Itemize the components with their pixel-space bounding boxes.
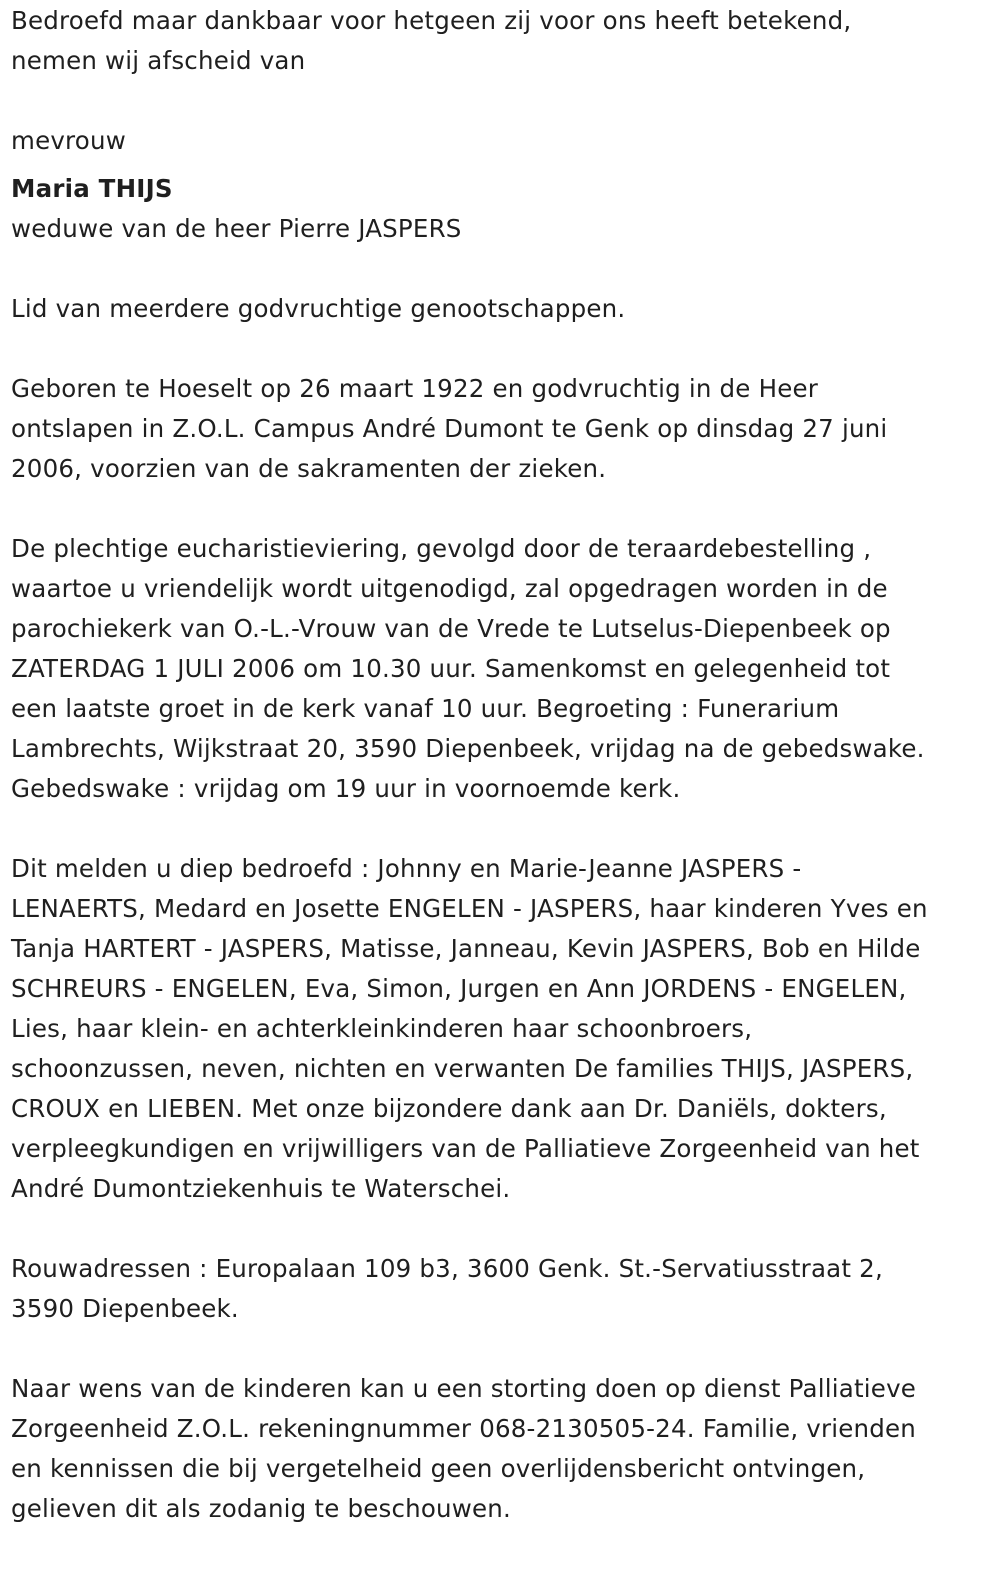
ceremony-line: waartoe u vriendelijk wordt uitgenodigd, zal opgedragen worden in de	[11, 574, 888, 603]
birth-death-line: Geboren te Hoeselt op 26 maart 1922 en godvruchtig in de Heer	[11, 374, 819, 403]
salutation: mevrouw	[11, 126, 126, 155]
addresses-line: 3590 Diepenbeek.	[11, 1294, 239, 1323]
ceremony-line: ZATERDAG 1 JULI 2006 om 10.30 uur. Samenkomst en gelegenheid tot	[11, 654, 891, 683]
family-line: Tanja HARTERT - JASPERS, Matisse, Janneau, Kevin JASPERS, Bob en Hilde	[11, 934, 921, 963]
family-line: schoonzussen, neven, nichten en verwanten De families THIJS, JASPERS,	[11, 1054, 914, 1083]
addresses-line: Rouwadressen : Europalaan 109 b3, 3600 Genk. St.-Servatiusstraat 2,	[11, 1254, 883, 1283]
family-line: Lies, haar klein- en achterkleinkinderen haar schoonbroers,	[11, 1014, 753, 1043]
ceremony-line: Gebedswake : vrijdag om 19 uur in voornoemde kerk.	[11, 774, 681, 803]
family-line: Dit melden u diep bedroefd : Johnny en Marie-Jeanne JASPERS -	[11, 854, 802, 883]
ceremony-line: De plechtige eucharistieviering, gevolgd door de teraardebestelling ,	[11, 534, 872, 563]
family-line: André Dumontziekenhuis te Waterschei.	[11, 1174, 511, 1203]
ceremony-paragraph	[11, 529, 989, 809]
obituary-notice	[11, 1, 989, 1569]
birth-death-paragraph	[11, 369, 989, 489]
family-paragraph	[11, 849, 989, 1209]
donation-line: Naar wens van de kinderen kan u een storting doen op dienst Palliatieve	[11, 1374, 917, 1403]
birth-death-line: ontslapen in Z.O.L. Campus André Dumont te Genk op dinsdag 27 juni	[11, 414, 888, 443]
birth-death-line: 2006, voorzien van de sakramenten der zieken.	[11, 454, 607, 483]
ceremony-line: Lambrechts, Wijkstraat 20, 3590 Diepenbeek, vrijdag na de gebedswake.	[11, 734, 925, 763]
family-line: SCHREURS - ENGELEN, Eva, Simon, Jurgen en Ann JORDENS - ENGELEN,	[11, 974, 907, 1003]
family-line: CROUX en LIEBEN. Met onze bijzondere dank aan Dr. Daniëls, dokters,	[11, 1094, 887, 1123]
addresses-paragraph	[11, 1249, 989, 1329]
family-line: verpleegkundigen en vrijwilligers van de Palliatieve Zorgeenheid van het	[11, 1134, 920, 1163]
donation-line: en kennissen die bij vergetelheid geen overlijdensbericht ontvingen,	[11, 1454, 866, 1483]
deceased-name: Maria THIJS	[11, 174, 173, 203]
intro-line: Bedroefd maar dankbaar voor hetgeen zij voor ons heeft betekend,	[11, 6, 852, 35]
donation-line: Zorgeenheid Z.O.L. rekeningnummer 068-2130505-24. Familie, vrienden	[11, 1414, 917, 1443]
ceremony-line: parochiekerk van O.-L.-Vrouw van de Vrede te Lutselus-Diepenbeek op	[11, 614, 891, 643]
intro-paragraph	[11, 1, 989, 81]
widow-of: weduwe van de heer Pierre JASPERS	[11, 214, 462, 243]
membership-paragraph	[11, 289, 989, 329]
donation-line: gelieven dit als zodanig te beschouwen.	[11, 1494, 512, 1523]
intro-line: nemen wij afscheid van	[11, 46, 306, 75]
donation-paragraph	[11, 1369, 989, 1529]
membership-line: Lid van meerdere godvruchtige genootschappen.	[11, 294, 626, 323]
ceremony-line: een laatste groet in de kerk vanaf 10 uur. Begroeting : Funerarium	[11, 694, 840, 723]
family-line: LENAERTS, Medard en Josette ENGELEN - JASPERS, haar kinderen Yves en	[11, 894, 928, 923]
